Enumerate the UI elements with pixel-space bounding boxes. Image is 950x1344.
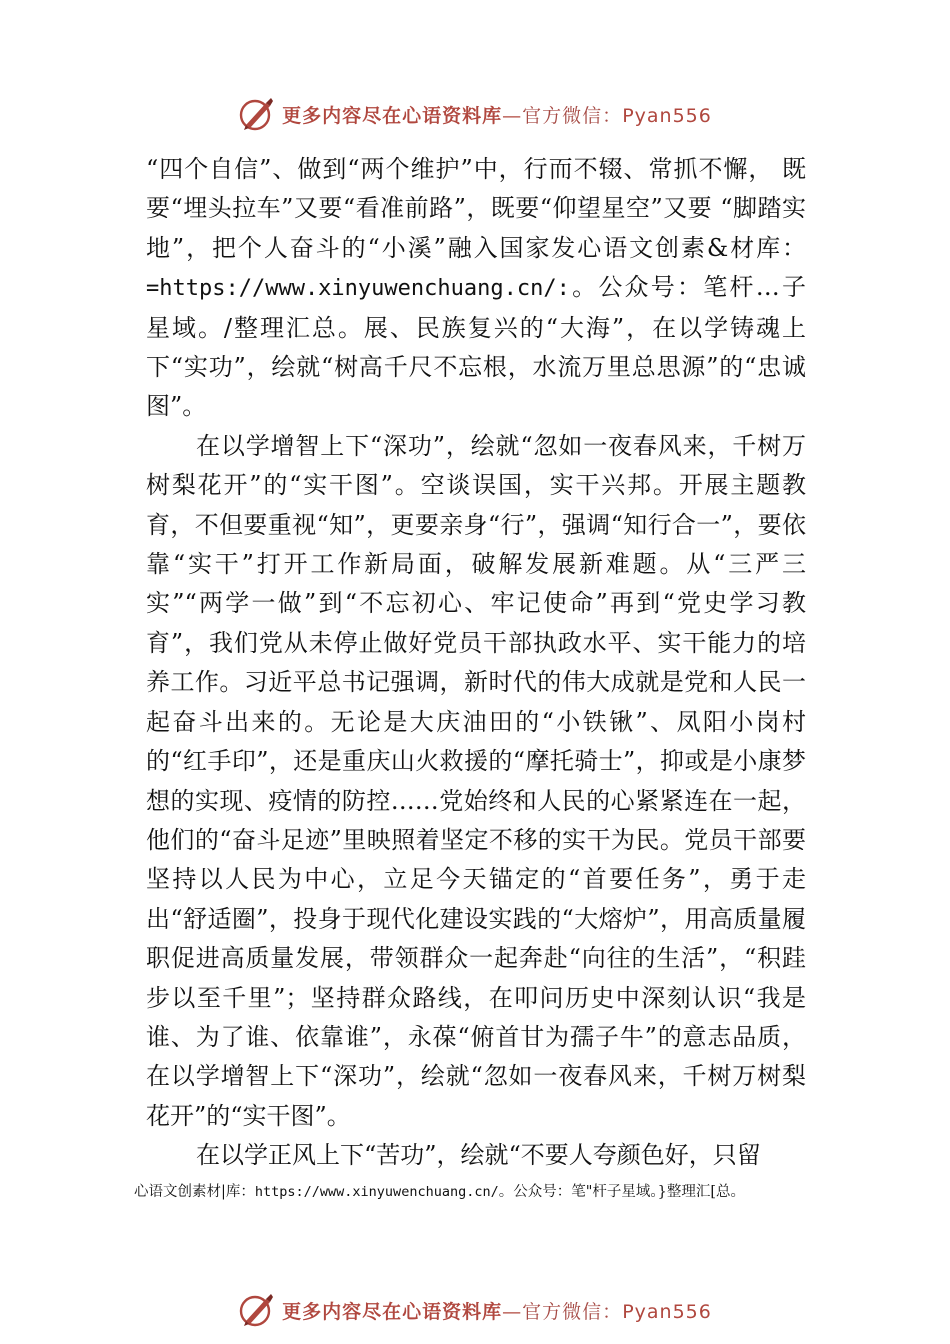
pen-logo-icon (238, 95, 276, 133)
footer-banner-wechat-id: Pyan556 (622, 1300, 712, 1323)
footer-banner (0, 1290, 950, 1330)
footer-note-url: https://www.xinyuwenchuang.cn/ (254, 1184, 499, 1200)
paragraph-1-url: =https://www.xinyuwenchuang.cn/: (146, 276, 570, 302)
paragraph-2: 在以学增智上下“深功”，绘就“忽如一夜春风来，千树万树梨花开”的“实干图”。空谈误国，实干兴邦。开展主题教育，不但要重视“知”，更要亲身“行”，强调“知行合一”，要依靠“实干”打开工作新局面，破解发展新难题。从“三严三实”“两学一做”到“不忘初心、牢记使命”再到“党史学习教育”，我们党从未停止做好党员干部执政水平、实干能力的培养工作。习近平总书记强调，新时代的伟大成就是党和人民一起奋斗出来的。无论是大庆油田的“小铁锹”、凤阳小岗村的“红手印”，还是重庆山火救援的“摩托骑士”，抑或是小康梦想的实现、疫情的防控……党始终和人民的心紧紧连在一起，他们的“奋斗足迹”里映照着坚定不移的实干为民。党员干部要坚持以人民为中心，立足今天锚定的“首要任务”，勇于走出“舒适圈”，投身于现代化建设实践的“大熔炉”，用高质量履职促进高质量发展，带领群众一起奔赴“向往的生活”，“积跬步以至千里”；坚持群众路线，在叩问历史中深刻认识“我是谁、为了谁、依靠谁”，永葆“俯首甘为孺子牛”的意志品质，在以学增智上下“深功”，绘就“忽如一夜春风来，千树万树梨花开”的“实干图”。 (146, 431, 806, 1130)
paragraph-1-text-a: “四个自信”、做到“两个维护”中，行而不辍、常抓不懈， 既要“埋头拉车”又要“看准前路”，既要“仰望星空”又要 “脚踏实地”，把个人奋斗的“小溪”融入国家发心语文创素&材库： (146, 155, 806, 262)
footer-note-text-a: 心语文创素材|库： (134, 1184, 255, 1200)
footer-banner-site-name: 更多内容尽在心语资料库 (282, 1300, 503, 1323)
banner-wechat-id: Pyan556 (622, 104, 712, 127)
header-banner (0, 94, 950, 134)
footer-note-text-b: 。公众号：笔"杆子星域。}整理汇[总。 (498, 1184, 746, 1200)
banner-wechat-label: 官方微信： (522, 104, 623, 127)
footer-banner-dash: — (502, 1300, 523, 1323)
document-body (146, 150, 806, 1176)
banner-site-name: 更多内容尽在心语资料库 (282, 104, 503, 127)
banner-dash: — (502, 104, 523, 127)
paragraph-1 (146, 150, 806, 427)
paragraph-3: 在以学正风上下“苦功”，绘就“不要人夸颜色好，只留 (196, 1141, 761, 1170)
pen-logo-icon (238, 1291, 276, 1329)
footer-banner-wechat-label: 官方微信： (522, 1300, 623, 1323)
paragraph-1-text-b: 。公众号：笔杆…子星域。/整理汇总。展、民族复兴的“大海”，在以学铸魂上下“实功”，绘就“树高千尺不忘根，水流万里总思源”的“忠诚图”。 (146, 273, 806, 421)
footer-note (134, 1180, 854, 1201)
